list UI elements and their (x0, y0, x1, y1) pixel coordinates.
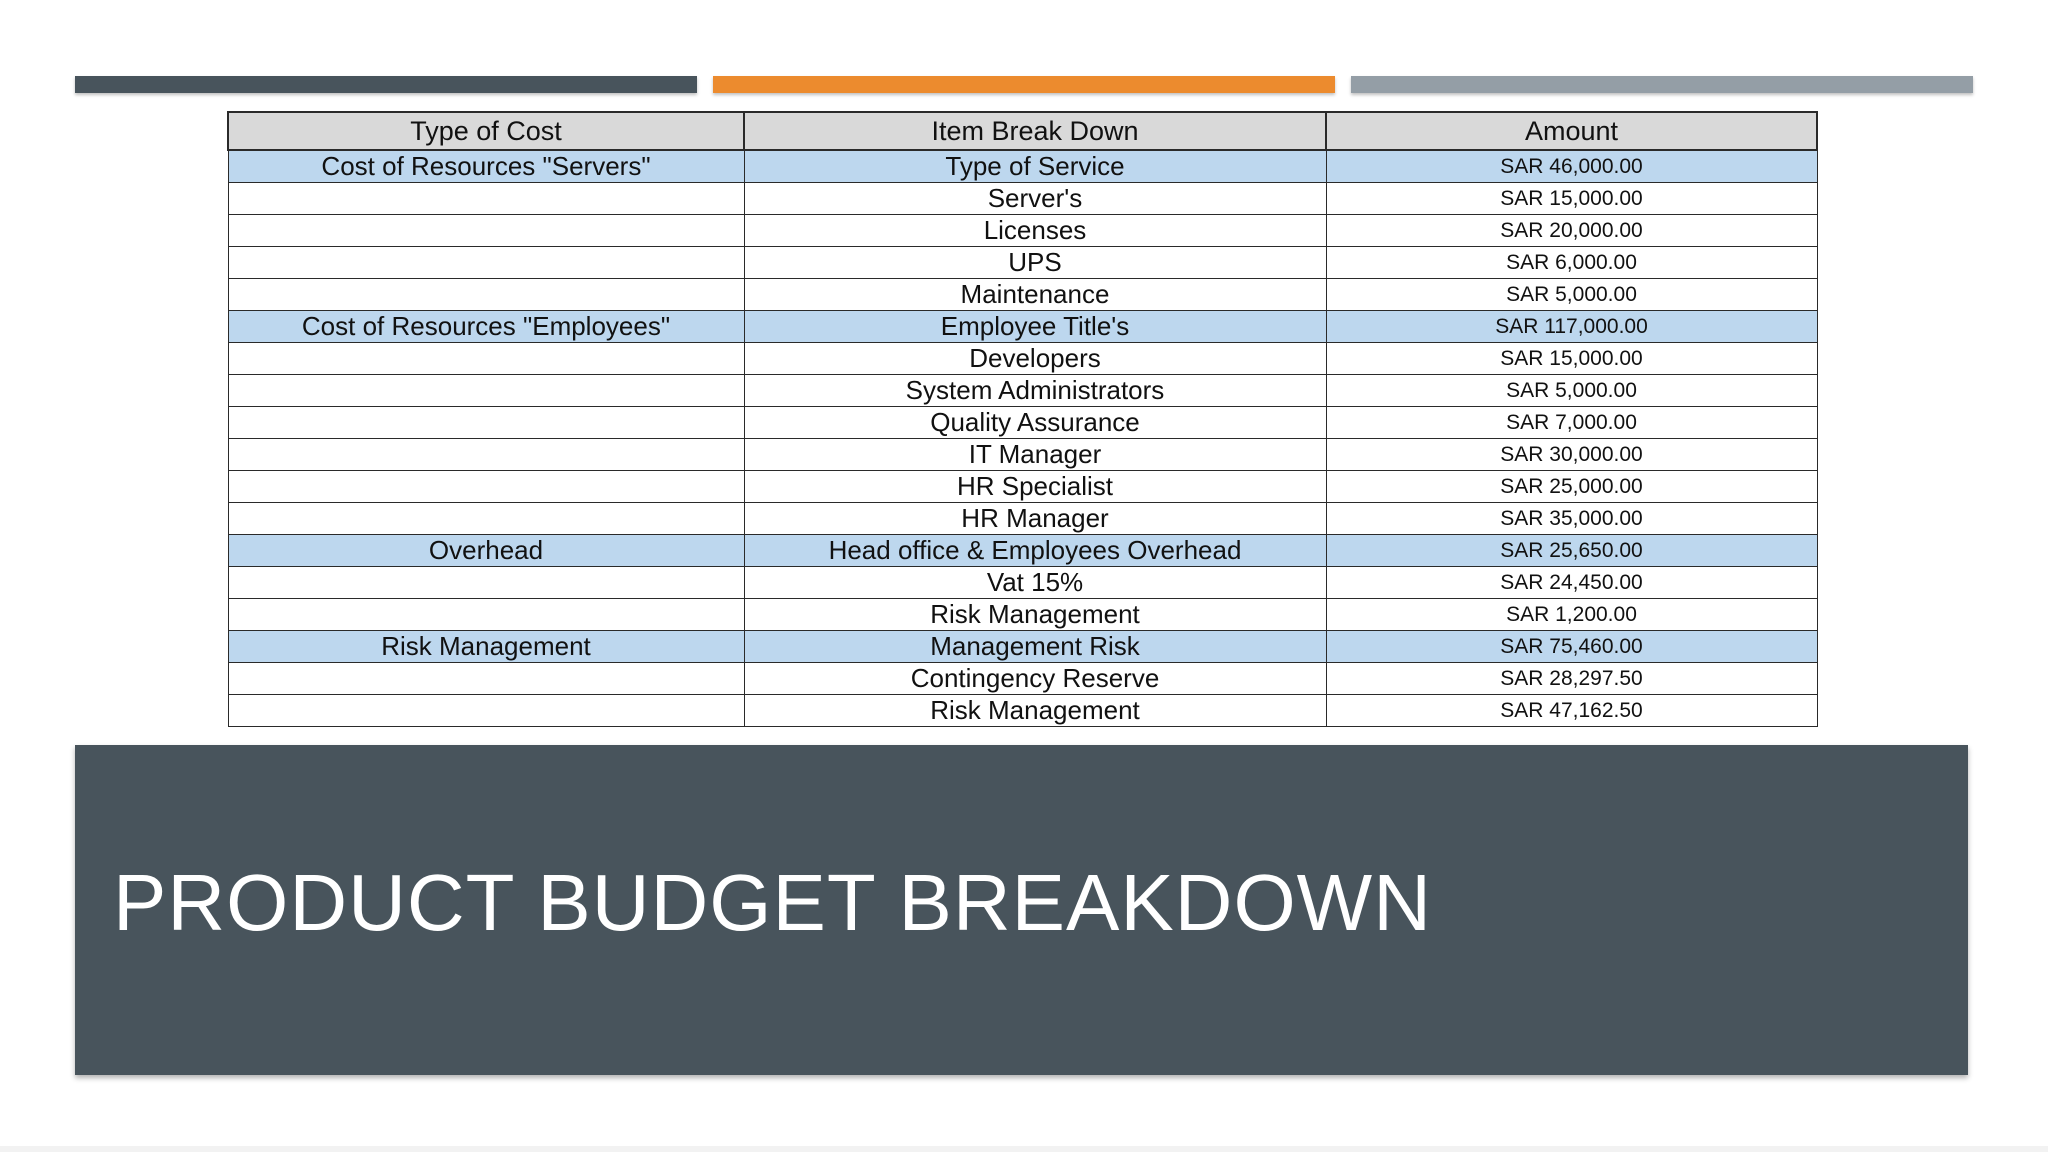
table-row (228, 407, 1817, 439)
cell-type-of-cost: Cost of Resources "Servers" (228, 150, 744, 183)
cell-amount: SAR 7,000.00 (1326, 407, 1817, 439)
slide-title: PRODUCT BUDGET BREAKDOWN (113, 858, 1432, 947)
table-row (228, 631, 1817, 663)
table-row (228, 663, 1817, 695)
cell-amount: SAR 117,000.00 (1326, 311, 1817, 343)
table-row (228, 535, 1817, 567)
cell-type-of-cost (228, 279, 744, 311)
cell-item-break-down: Risk Management (744, 695, 1326, 727)
cell-type-of-cost (228, 407, 744, 439)
cell-type-of-cost (228, 343, 744, 375)
cell-type-of-cost (228, 247, 744, 279)
cell-item-break-down: Management Risk (744, 631, 1326, 663)
cell-amount: SAR 24,450.00 (1326, 567, 1817, 599)
accent-bar-dark (75, 76, 697, 93)
cell-amount: SAR 1,200.00 (1326, 599, 1817, 631)
cell-item-break-down: Head office & Employees Overhead (744, 535, 1326, 567)
cell-item-break-down: HR Manager (744, 503, 1326, 535)
cell-type-of-cost (228, 183, 744, 215)
cell-item-break-down: Vat 15% (744, 567, 1326, 599)
cell-item-break-down: Risk Management (744, 599, 1326, 631)
table-row (228, 695, 1817, 727)
cell-type-of-cost (228, 567, 744, 599)
cell-item-break-down: Licenses (744, 215, 1326, 247)
cell-amount: SAR 35,000.00 (1326, 503, 1817, 535)
cell-amount: SAR 20,000.00 (1326, 215, 1817, 247)
header-amount: Amount (1326, 112, 1817, 150)
cell-amount: SAR 25,000.00 (1326, 471, 1817, 503)
accent-bar-gray (1351, 76, 1973, 93)
cell-type-of-cost: Cost of Resources "Employees" (228, 311, 744, 343)
cell-type-of-cost (228, 663, 744, 695)
cell-type-of-cost (228, 439, 744, 471)
cell-amount: SAR 75,460.00 (1326, 631, 1817, 663)
cell-type-of-cost (228, 599, 744, 631)
cell-item-break-down: IT Manager (744, 439, 1326, 471)
cell-amount: SAR 5,000.00 (1326, 375, 1817, 407)
table-row (228, 567, 1817, 599)
budget-table (227, 111, 1818, 727)
cell-amount: SAR 30,000.00 (1326, 439, 1817, 471)
cell-item-break-down: Server's (744, 183, 1326, 215)
cell-item-break-down: Quality Assurance (744, 407, 1326, 439)
cell-item-break-down: UPS (744, 247, 1326, 279)
cell-amount: SAR 46,000.00 (1326, 150, 1817, 183)
cell-type-of-cost (228, 471, 744, 503)
cell-type-of-cost (228, 215, 744, 247)
cell-amount: SAR 47,162.50 (1326, 695, 1817, 727)
table-row (228, 343, 1817, 375)
cell-type-of-cost: Overhead (228, 535, 744, 567)
cell-item-break-down: Contingency Reserve (744, 663, 1326, 695)
cell-item-break-down: HR Specialist (744, 471, 1326, 503)
table-row (228, 215, 1817, 247)
table-body (228, 150, 1817, 727)
cell-item-break-down: Maintenance (744, 279, 1326, 311)
cell-item-break-down: Employee Title's (744, 311, 1326, 343)
cell-amount: SAR 6,000.00 (1326, 247, 1817, 279)
cell-type-of-cost (228, 375, 744, 407)
table-row (228, 599, 1817, 631)
table-row (228, 471, 1817, 503)
title-band (75, 745, 1968, 1075)
table-row (228, 503, 1817, 535)
accent-bar-orange (713, 76, 1335, 93)
cell-type-of-cost (228, 503, 744, 535)
table-header-row (228, 112, 1817, 150)
cell-type-of-cost (228, 695, 744, 727)
cell-type-of-cost: Risk Management (228, 631, 744, 663)
cell-item-break-down: Developers (744, 343, 1326, 375)
table-row (228, 247, 1817, 279)
table-row (228, 279, 1817, 311)
cell-amount: SAR 25,650.00 (1326, 535, 1817, 567)
table-row (228, 375, 1817, 407)
cell-item-break-down: Type of Service (744, 150, 1326, 183)
cell-amount: SAR 5,000.00 (1326, 279, 1817, 311)
table-row (228, 439, 1817, 471)
cell-item-break-down: System Administrators (744, 375, 1326, 407)
cell-amount: SAR 15,000.00 (1326, 343, 1817, 375)
header-type-of-cost: Type of Cost (228, 112, 744, 150)
cell-amount: SAR 28,297.50 (1326, 663, 1817, 695)
table-row (228, 150, 1817, 183)
table-row (228, 183, 1817, 215)
table-row (228, 311, 1817, 343)
header-item-break-down: Item Break Down (744, 112, 1326, 150)
cell-amount: SAR 15,000.00 (1326, 183, 1817, 215)
bottom-strip (0, 1146, 2048, 1152)
